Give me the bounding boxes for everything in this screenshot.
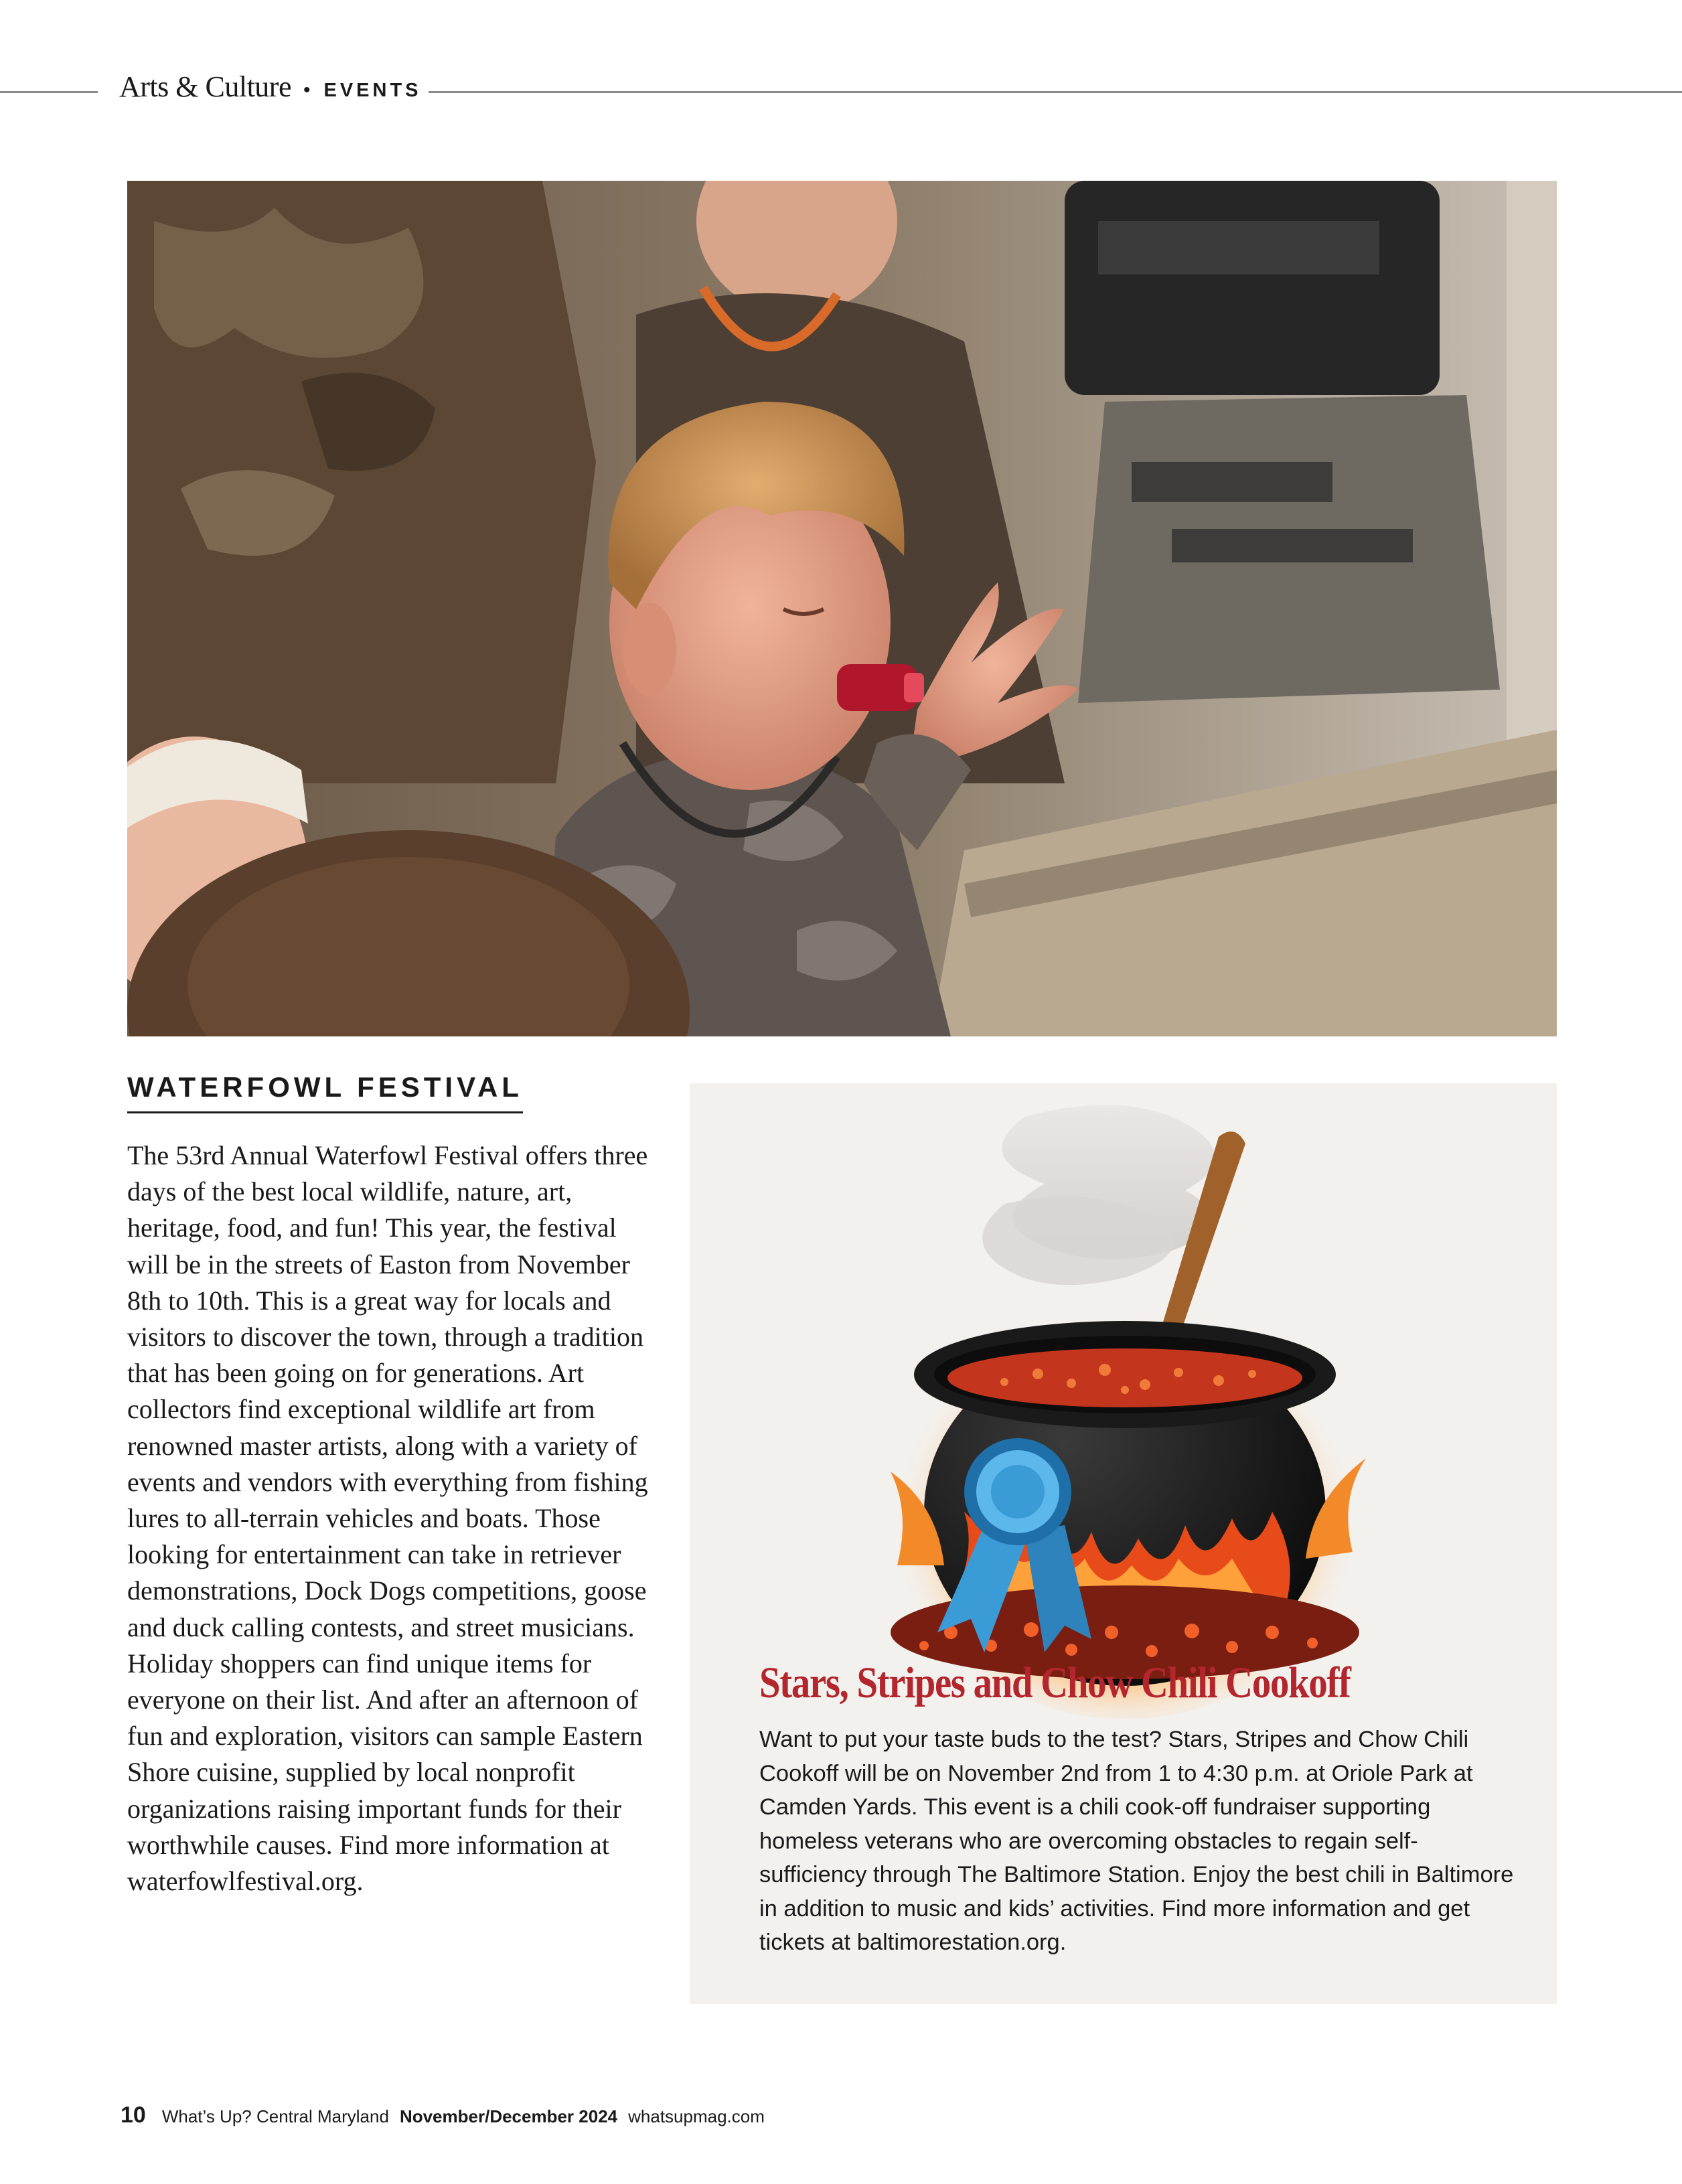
website-url: whatsupmag.com xyxy=(628,2106,765,2126)
sidebar-title: Stars, Stripes and Chow Chili Cookoff xyxy=(759,1658,1351,1707)
chili-cookoff-sidebar xyxy=(690,1083,1557,2004)
header-separator: • xyxy=(303,79,311,101)
sidebar-body: Want to put your taste buds to the test? Stars, Stripes and Chow Chili Cookoff will be on November 2nd from 1 to 4:30 p.m. at Oriole Park at Camden Yards. This event is a chili cook-off fundraiser supporting homeless veterans who are overcoming obstacles to regain self-sufficiency through The Baltimore Station. Enjoy the best chili in Baltimore in addition to music and kids’ activities. Find more information and get tickets at baltimorestation.org. xyxy=(759,1727,1514,1955)
header-label xyxy=(119,70,422,112)
header-rule-right xyxy=(429,91,1682,93)
page-number: 10 xyxy=(121,2102,146,2128)
section-name: Arts & Culture xyxy=(119,70,291,103)
festival-photo xyxy=(127,181,1557,1036)
article-heading: WATERFOWL FESTIVAL xyxy=(127,1071,523,1113)
header-rule-left xyxy=(0,91,98,93)
issue-date: November/December 2024 xyxy=(399,2106,618,2126)
publication-name: What’s Up? Central Maryland xyxy=(161,2106,389,2126)
page-footer xyxy=(121,2102,765,2128)
running-header xyxy=(0,67,1682,114)
article-body: The 53rd Annual Waterfowl Festival offers three days of the best local wildlife, nature, art, heritage, food, and fun! This year, the festival will be in the streets of Easton from November 8th to 10th. This is a great way for locals and visitors to discover the town, through a tradition that has been going on for generations. Art collectors find exceptional wildlife art from renowned master artists, along with a variety of events and vendors with everything from fishing lures to all-terrain vehicles and boats. Those looking for entertainment can take in retriever demonstrations, Dock Dogs competitions, goose and duck calling contests, and street musicians. Holiday shoppers can find unique items for everyone on their list. And after an afternoon of fun and exploration, visitors can sample Eastern Shore cuisine, supplied by local nonprofit organizations raising important funds for their worthwhile causes. Find more information at waterfowlfestival.org. xyxy=(127,1140,648,1897)
waterfowl-festival-article xyxy=(127,1071,656,1926)
subsection-name: EVENTS xyxy=(323,80,422,101)
